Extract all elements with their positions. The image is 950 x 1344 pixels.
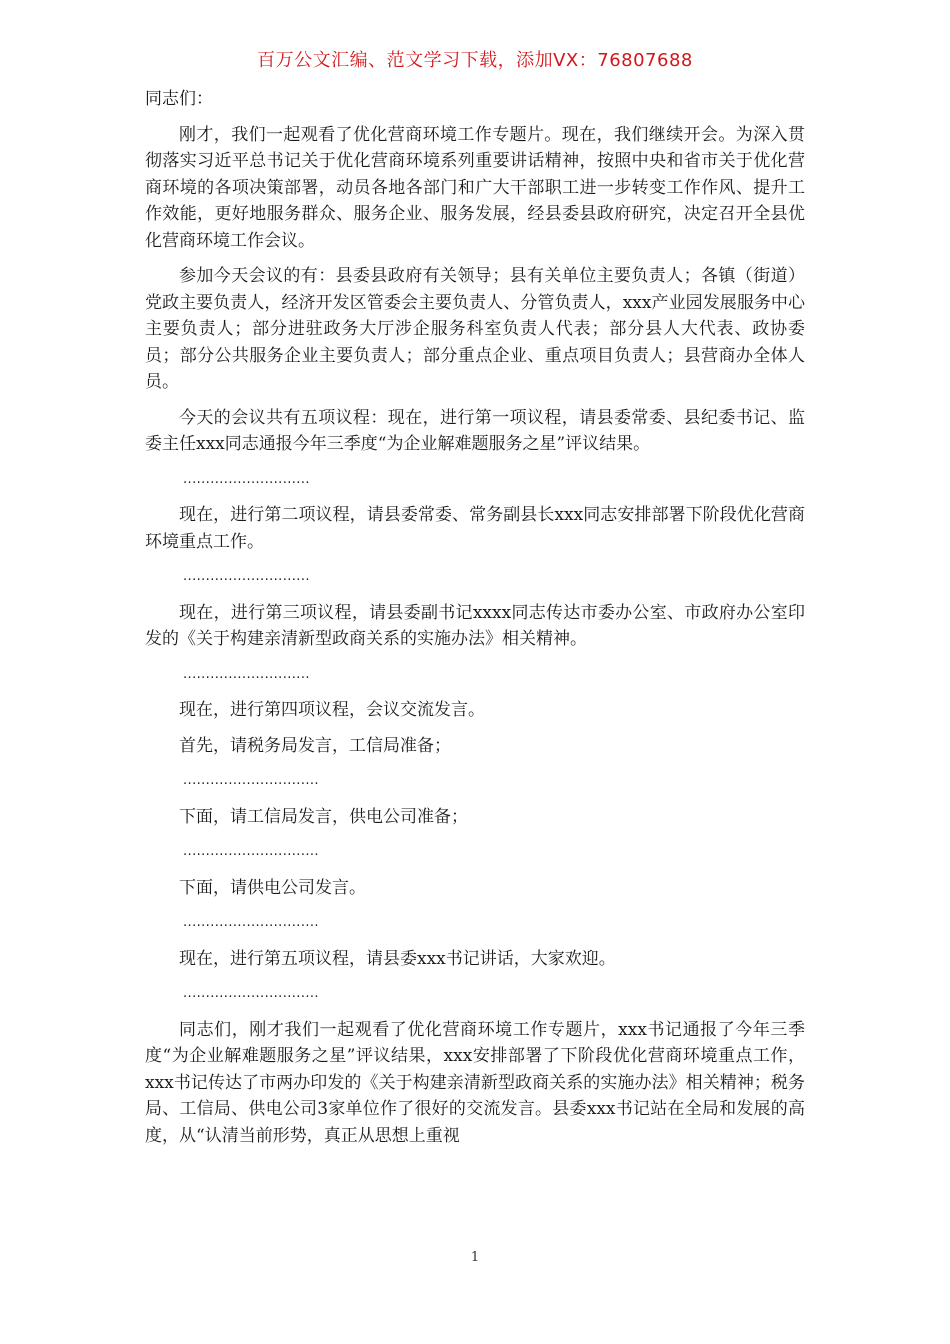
salutation: 同志们： <box>145 89 213 109</box>
paragraph-intro: 刚才，我们一起观看了优化营商环境工作专题片。现在，我们继续开会。为深入贯彻落实习近平总书记关于优化营商环境系列重要讲话精神，按照中央和省市关于优化营商环境的各项决策部署，动员各地各部门和广大干部职工进一步转变工作作风、提升工作效能，更好地服务群众、服务企业、服务发展，经县委县政府研究，决定召开全县优化营商环境工作会议。 <box>145 124 805 251</box>
ellipsis-line: .............................. <box>183 844 319 859</box>
ellipsis-line: ............................ <box>183 666 310 682</box>
paragraph-speaker-1: 首先，请税务局发言，工信局准备； <box>179 735 451 756</box>
ellipsis-line: ............................ <box>183 569 310 584</box>
paragraph-summary: 同志们，刚才我们一起观看了优化营商环境工作专题片，xxx书记通报了今年三季度“为企业解难题服务之星”评议结果，xxx安排部署了下阶段优化营商环境重点工作，xxx书记传达了市两办印发的《关于构建亲清新型政商关系的实施办法》相关精神；税务局、工信局、供电公司3家单位作了很好的交流发言。县委xxx书记站在全局和发展的高度，从“认清当前形势，真正从思想上重视 <box>145 1019 805 1146</box>
ellipsis-line: .............................. <box>183 773 319 788</box>
paragraph-speaker-3: 下面，请供电公司发言。 <box>179 877 366 898</box>
paragraph-agenda-4: 现在，进行第四项议程，会议交流发言。 <box>179 700 485 720</box>
paragraph-agenda-1: 今天的会议共有五项议程：现在，进行第一项议程，请县委常委、县纪委书记、监委主任xxx同志通报今年三季度“为企业解难题服务之星”评议结果。 <box>145 407 805 454</box>
paragraph-agenda-2: 现在，进行第二项议程，请县委常委、常务副县长xxx同志安排部署下阶段优化营商环境重点工作。 <box>145 505 805 552</box>
paragraph-attendees: 参加今天会议的有：县委县政府有关领导；县有关单位主要负责人；各镇（街道）党政主要负责人，经济开发区管委会主要负责人、分管负责人，xxx产业园发展服务中心主要负责人；部分进驻政务大厅涉企服务科室负责人代表；部分县人大代表、政协委员；部分公共服务企业主要负责人；部分重点企业、重点项目负责人；县营商办全体人员。 <box>145 266 805 392</box>
ellipsis-line: .............................. <box>183 915 319 930</box>
document-body <box>145 86 805 1158</box>
paragraph-agenda-5: 现在，进行第五项议程，请县委xxx书记讲话，大家欢迎。 <box>179 948 616 969</box>
ellipsis-line: ............................ <box>183 471 310 487</box>
ellipsis-line: .............................. <box>183 986 319 1001</box>
paragraph-speaker-2: 下面，请工信局发言，供电公司准备； <box>179 806 468 827</box>
page-number: 1 <box>470 1250 480 1265</box>
watermark-banner: 百万公文汇编、范文学习下载，添加VX：76807688 <box>257 50 693 71</box>
paragraph-agenda-3: 现在，进行第三项议程，请县委副书记xxxx同志传达市委办公室、市政府办公室印发的《关于构建亲清新型政商关系的实施办法》相关精神。 <box>145 602 805 649</box>
